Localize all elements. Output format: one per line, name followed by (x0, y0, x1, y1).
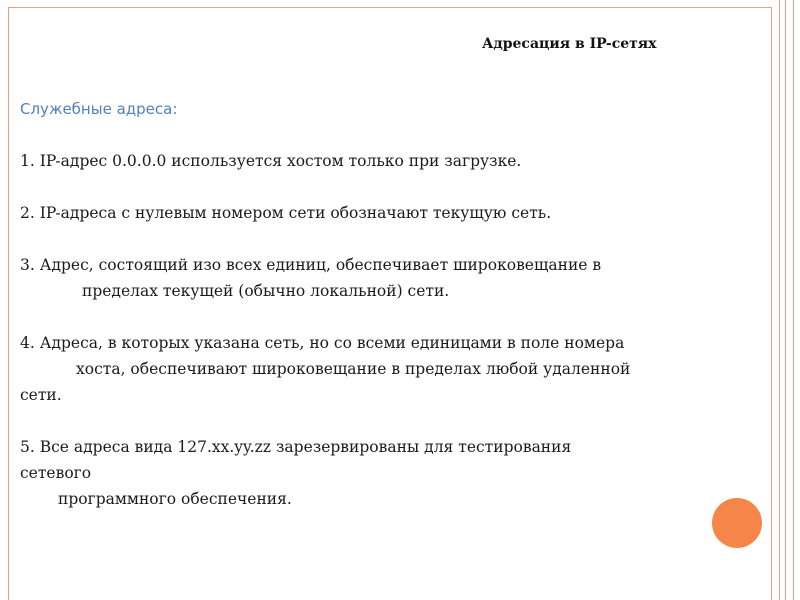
list-item-line: 4. Адреса, в которых указана сеть, но со всеми единицами в поле номера (20, 334, 625, 352)
slide-subtitle: Служебные адреса: (20, 100, 178, 118)
right-decor-line (779, 0, 780, 600)
frame-left-line (8, 7, 9, 600)
list-item-line: 5. Все адреса вида 127.xx.yy.zz зарезервированы для тестирования (20, 438, 572, 456)
list-item (20, 148, 760, 174)
list-item-line: 3. Адрес, состоящий изо всех единиц, обеспечивает широковещание в (20, 256, 602, 274)
list-item (20, 330, 760, 408)
list-item (20, 434, 760, 512)
frame-top-line (8, 7, 772, 8)
list-item-line: программного обеспечения. (58, 490, 292, 508)
list-item-line: хоста, обеспечивают широковещание в пределах любой удаленной (76, 360, 631, 378)
list-item-line: 1. IP-адрес 0.0.0.0 используется хостом только при загрузке. (20, 152, 522, 170)
list-item (20, 252, 760, 304)
slide-title: Адресация в IP-сетях (482, 36, 657, 52)
right-decor-band (774, 0, 800, 600)
list-item-line: сети. (20, 386, 62, 404)
list-item-line: пределах текущей (обычно локальной) сети. (82, 282, 450, 300)
list-item (20, 200, 760, 226)
list-item-line: 2. IP-адреса с нулевым номером сети обозначают текущую сеть. (20, 204, 552, 222)
list-item-line: сетевого (20, 464, 92, 482)
right-decor-line (785, 0, 786, 600)
right-decor-line (793, 0, 794, 600)
address-list (20, 148, 760, 512)
frame-right-line (771, 7, 772, 600)
accent-circle-icon (712, 498, 762, 548)
